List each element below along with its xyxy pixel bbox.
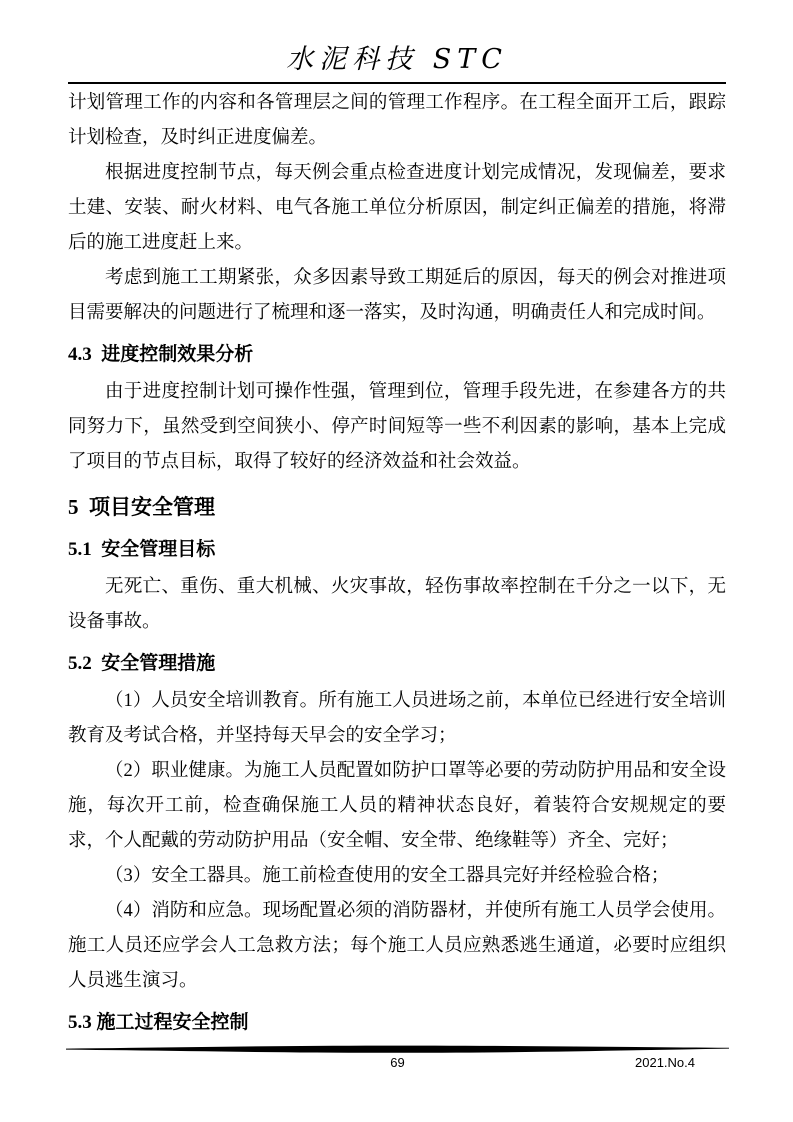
section-heading-5-1: 5.1 安全管理目标 — [68, 539, 216, 560]
paragraph: （3）安全工器具。施工前检查使用的安全工器具完好并经检验合格； — [105, 866, 670, 886]
footer-text-row — [66, 1055, 729, 1073]
paragraph: 根据进度控制节点，每天例会重点检查进度计划完成情况，发现偏差，要求土建、安装、耐火材料、电气各施工单位分析原因，制定纠正偏差的措施，将滞后的施工进度赶上来。 — [68, 163, 726, 253]
journal-title: 水泥科技 STC — [286, 44, 508, 75]
section-heading-4-3: 4.3 进度控制效果分析 — [68, 344, 254, 365]
page-footer — [66, 1044, 729, 1073]
issue-number: 2021.No.4 — [635, 1055, 695, 1070]
section-heading-5-3: 5.3 施工过程安全控制 — [68, 1012, 249, 1033]
section-heading-5-2: 5.2 安全管理措施 — [68, 653, 216, 674]
page-header — [0, 0, 793, 84]
paragraph: 无死亡、重伤、重大机械、火灾事故，轻伤事故率控制在千分之一以下，无设备事故。 — [68, 577, 726, 632]
document-body — [0, 84, 793, 1041]
paragraph: （4）消防和应急。现场配置必须的消防器材，并使所有施工人员学会使用。施工人员还应学会人工急救方法；每个施工人员应熟悉逃生通道，必要时应组织人员逃生演习。 — [68, 901, 726, 991]
paragraph: （1）人员安全培训教育。所有施工人员进场之前，本单位已经进行安全培训教育及考试合格，并坚持每天早会的安全学习； — [68, 691, 726, 746]
chapter-heading-5: 5 项目安全管理 — [68, 495, 215, 519]
paragraph: 考虑到施工工期紧张，众多因素导致工期延后的原因，每天的例会对推进项目需要解决的问题进行了梳理和逐一落实，及时沟通，明确责任人和完成时间。 — [68, 268, 726, 323]
paragraph: 计划管理工作的内容和各管理层之间的管理工作程序。在工程全面开工后，跟踪计划检查，及时纠正进度偏差。 — [68, 93, 726, 148]
footer-brush-rule — [66, 1044, 729, 1054]
paragraph: 由于进度控制计划可操作性强，管理到位，管理手段先进，在参建各方的共同努力下，虽然受到空间狭小、停产时间短等一些不利因素的影响，基本上完成了项目的节点目标，取得了较好的经济效益和社会效益。 — [68, 382, 726, 472]
paragraph: （2）职业健康。为施工人员配置如防护口罩等必要的劳动防护用品和安全设施，每次开工前，检查确保施工人员的精神状态良好，着装符合安规规定的要求，个人配戴的劳动防护用品（安全帽、安全带、绝缘鞋等）齐全、完好； — [68, 761, 726, 851]
page-number: 69 — [390, 1055, 405, 1070]
